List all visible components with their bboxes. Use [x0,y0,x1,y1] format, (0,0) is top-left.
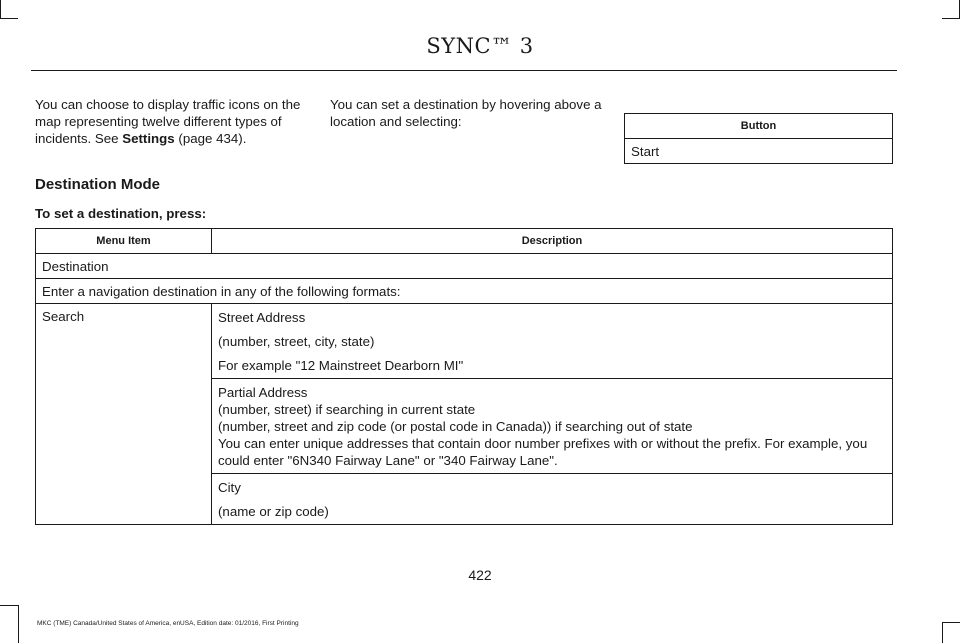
table-row-enter: Enter a navigation destination in any of the following formats: [36,279,893,304]
intro-text: You can choose to display traffic icons on the map representing twelve different types of incidents. See [35,97,301,146]
button-table-row: Start [625,139,893,164]
partial-address-line2: (number, street and zip code (or postal code in Canada)) if searching out of state [218,419,693,434]
table-row-destination: Destination [36,254,893,279]
street-address-cell [212,304,893,379]
intro-page-ref: (page 434). [174,131,247,146]
header-rule [31,70,897,71]
destination-table [35,228,893,525]
crop-mark [942,622,960,623]
city-cell [212,474,893,525]
street-address-example: For example "12 Mainstreet Dearborn MI" [218,358,464,373]
column-header-description: Description [212,229,893,254]
crop-mark [0,605,18,606]
intro-right-paragraph: You can set a destination by hovering above a location and selecting: [330,97,602,129]
partial-address-line3: You can enter unique addresses that contain door number prefixes with or without the prefix. For example, you could enter "6N340 Fairway Lane" or "340 Fairway Lane". [218,436,868,468]
street-address-title: Street Address [218,310,306,325]
section-subtitle: To set a destination, press: [35,206,207,221]
crop-mark [18,605,19,643]
page-number: 422 [468,567,492,583]
partial-address-cell [212,379,893,474]
crop-mark [942,18,960,19]
crop-mark [0,0,1,18]
crop-mark [0,18,18,19]
settings-link[interactable]: Settings [122,131,175,146]
city-format: (name or zip code) [218,504,329,519]
section-title: Destination Mode [35,176,161,193]
button-table [624,113,893,164]
partial-address-line1: (number, street) if searching in current state [218,402,476,417]
crop-mark [942,622,943,643]
partial-address-title: Partial Address [218,385,308,400]
intro-left-paragraph [35,96,310,147]
column-header-menu-item: Menu Item [36,229,212,254]
page-header-title: SYNC™ 3 [426,34,534,58]
footer-edition-text: MKC (TME) Canada/United States of America, enUSA, Edition date: 01/2016, First Printing [37,620,299,627]
menu-item-search: Search [36,304,212,525]
button-table-header: Button [625,114,893,139]
street-address-format: (number, street, city, state) [218,334,375,349]
city-title: City [218,480,241,495]
